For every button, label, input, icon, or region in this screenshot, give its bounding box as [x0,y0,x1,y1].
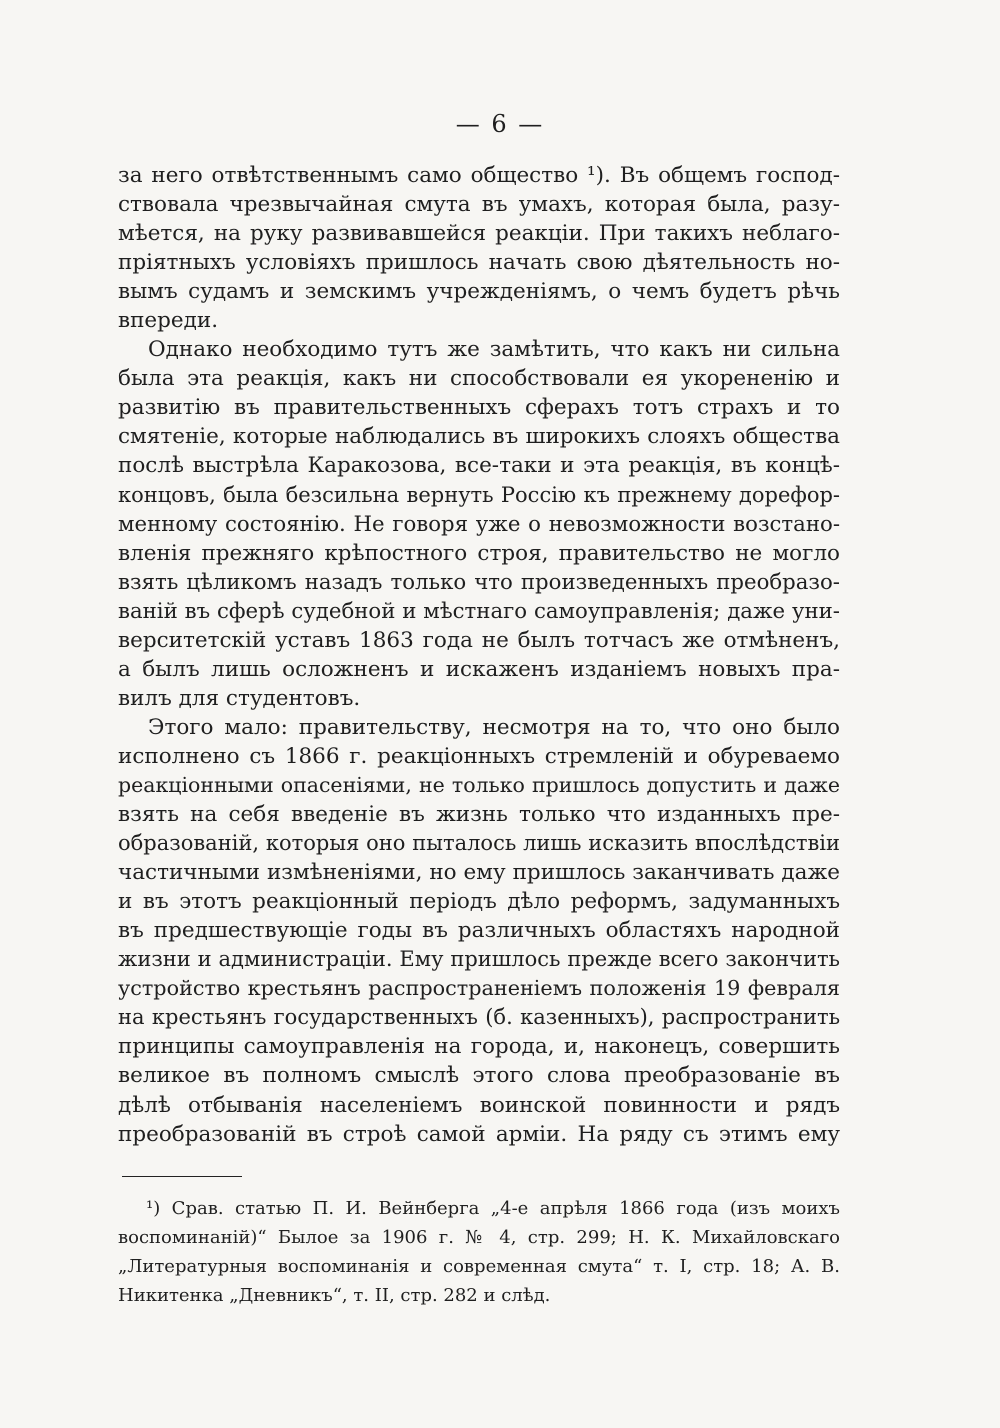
body-line: и въ этотъ реакціонный періодъ дѣло реформъ, задуманныхъ [118,889,840,915]
body-line: жизни и администраціи. Ему пришлось прежде всего закончить [118,947,840,972]
footnote-divider [122,1176,242,1177]
body-line: на крестьянъ государственныхъ (б. казенныхъ), распространить [118,1005,840,1030]
body-line: исполнено съ 1866 г. реакціонныхъ стремленій и обуреваемо [118,743,840,769]
body-text [118,161,840,1149]
body-line: пріятныхъ условіяхъ пришлось начать свою дѣятельность но- [118,250,840,276]
body-line: въ предшествующіе годы въ различныхъ областяхъ народной [118,918,840,944]
body-line: ствовала чрезвычайная смута въ умахъ, которая была, разу- [118,192,840,218]
body-line: устройство крестьянъ распространеніемъ положенія 19 февраля [118,976,840,1001]
page-number: — 6 — [455,110,545,138]
body-line: образованій, которыя оно пыталось лишь исказить впослѣдствіи [118,831,840,856]
footnote-line: Никитенка „Дневникъ“, т. II, стр. 282 и слѣд. [118,1285,551,1306]
body-line: была эта реакція, какъ ни способствовали ея укорененію и [118,366,840,392]
body-line: Однако необходимо тутъ же замѣтить, что какъ ни сильна [148,337,840,363]
body-line: вымъ судамъ и земскимъ учрежденіямъ, о чемъ будетъ рѣчь [118,279,840,305]
footnote-line: воспоминаній)“ Былое за 1906 г. № 4, стр. 299; Н. К. Михайловскаго [118,1227,840,1248]
body-line: концовъ, была безсильна вернуть Россію къ прежнему дорефор- [118,482,840,507]
body-line: смятеніе, которые наблюдались въ широкихъ слояхъ общества [118,424,840,450]
footnote-line: ¹) Срав. статью П. И. Вейнберга „4-е апрѣля 1866 года (изъ моихъ [146,1198,840,1219]
body-line: великое въ полномъ смыслѣ этого слова преобразованіе въ [118,1063,840,1089]
body-line: вилъ для студентовъ. [118,685,361,711]
body-line: мѣется, на руку развивавшейся реакціи. При такихъ неблаго- [118,221,840,247]
body-line: за него отвѣтственнымъ само общество ¹). Въ общемъ господ- [118,163,840,188]
body-line: впереди. [118,308,219,334]
footnote-line: „Литературныя воспоминанія и современная смута“ т. I, стр. 18; А. В. [118,1256,840,1277]
body-line: взять на себя введеніе въ жизнь только что изданныхъ пре- [118,802,840,828]
body-line: реакціонными опасеніями, не только пришлось допустить и даже [118,772,840,797]
body-line: менному состоянію. Не говоря уже о невозможности возстано- [118,511,840,537]
body-line: преобразованій въ строѣ самой арміи. На ряду съ этимъ ему [118,1121,840,1147]
body-line: вленія прежняго крѣпостного строя, правительство не могло [118,540,840,566]
body-line: частичными измѣненіями, но ему пришлось заканчивать даже [118,860,840,886]
body-line: дѣлѣ отбыванія населеніемъ воинской повинности и рядъ [118,1092,840,1118]
body-line: ваній въ сферѣ судебной и мѣстнаго самоуправленія; даже уни- [118,598,840,624]
body-line: послѣ выстрѣла Каракозова, все-таки и эта реакція, въ концѣ- [118,453,840,479]
body-line: Этого мало: правительству, несмотря на то, что оно было [148,714,840,740]
footnotes [118,1194,840,1310]
body-line: принципы самоуправленія на города, и, наконецъ, совершить [118,1034,840,1060]
body-line: верситетскій уставъ 1863 года не былъ тотчасъ же отмѣненъ, [118,627,840,653]
body-line: развитію въ правительственныхъ сферахъ тотъ страхъ и то [118,395,840,421]
body-line: а былъ лишь осложненъ и искаженъ изданіемъ новыхъ пра- [118,656,840,682]
body-line: взять цѣликомъ назадъ только что произведенныхъ преобразо- [118,569,840,595]
